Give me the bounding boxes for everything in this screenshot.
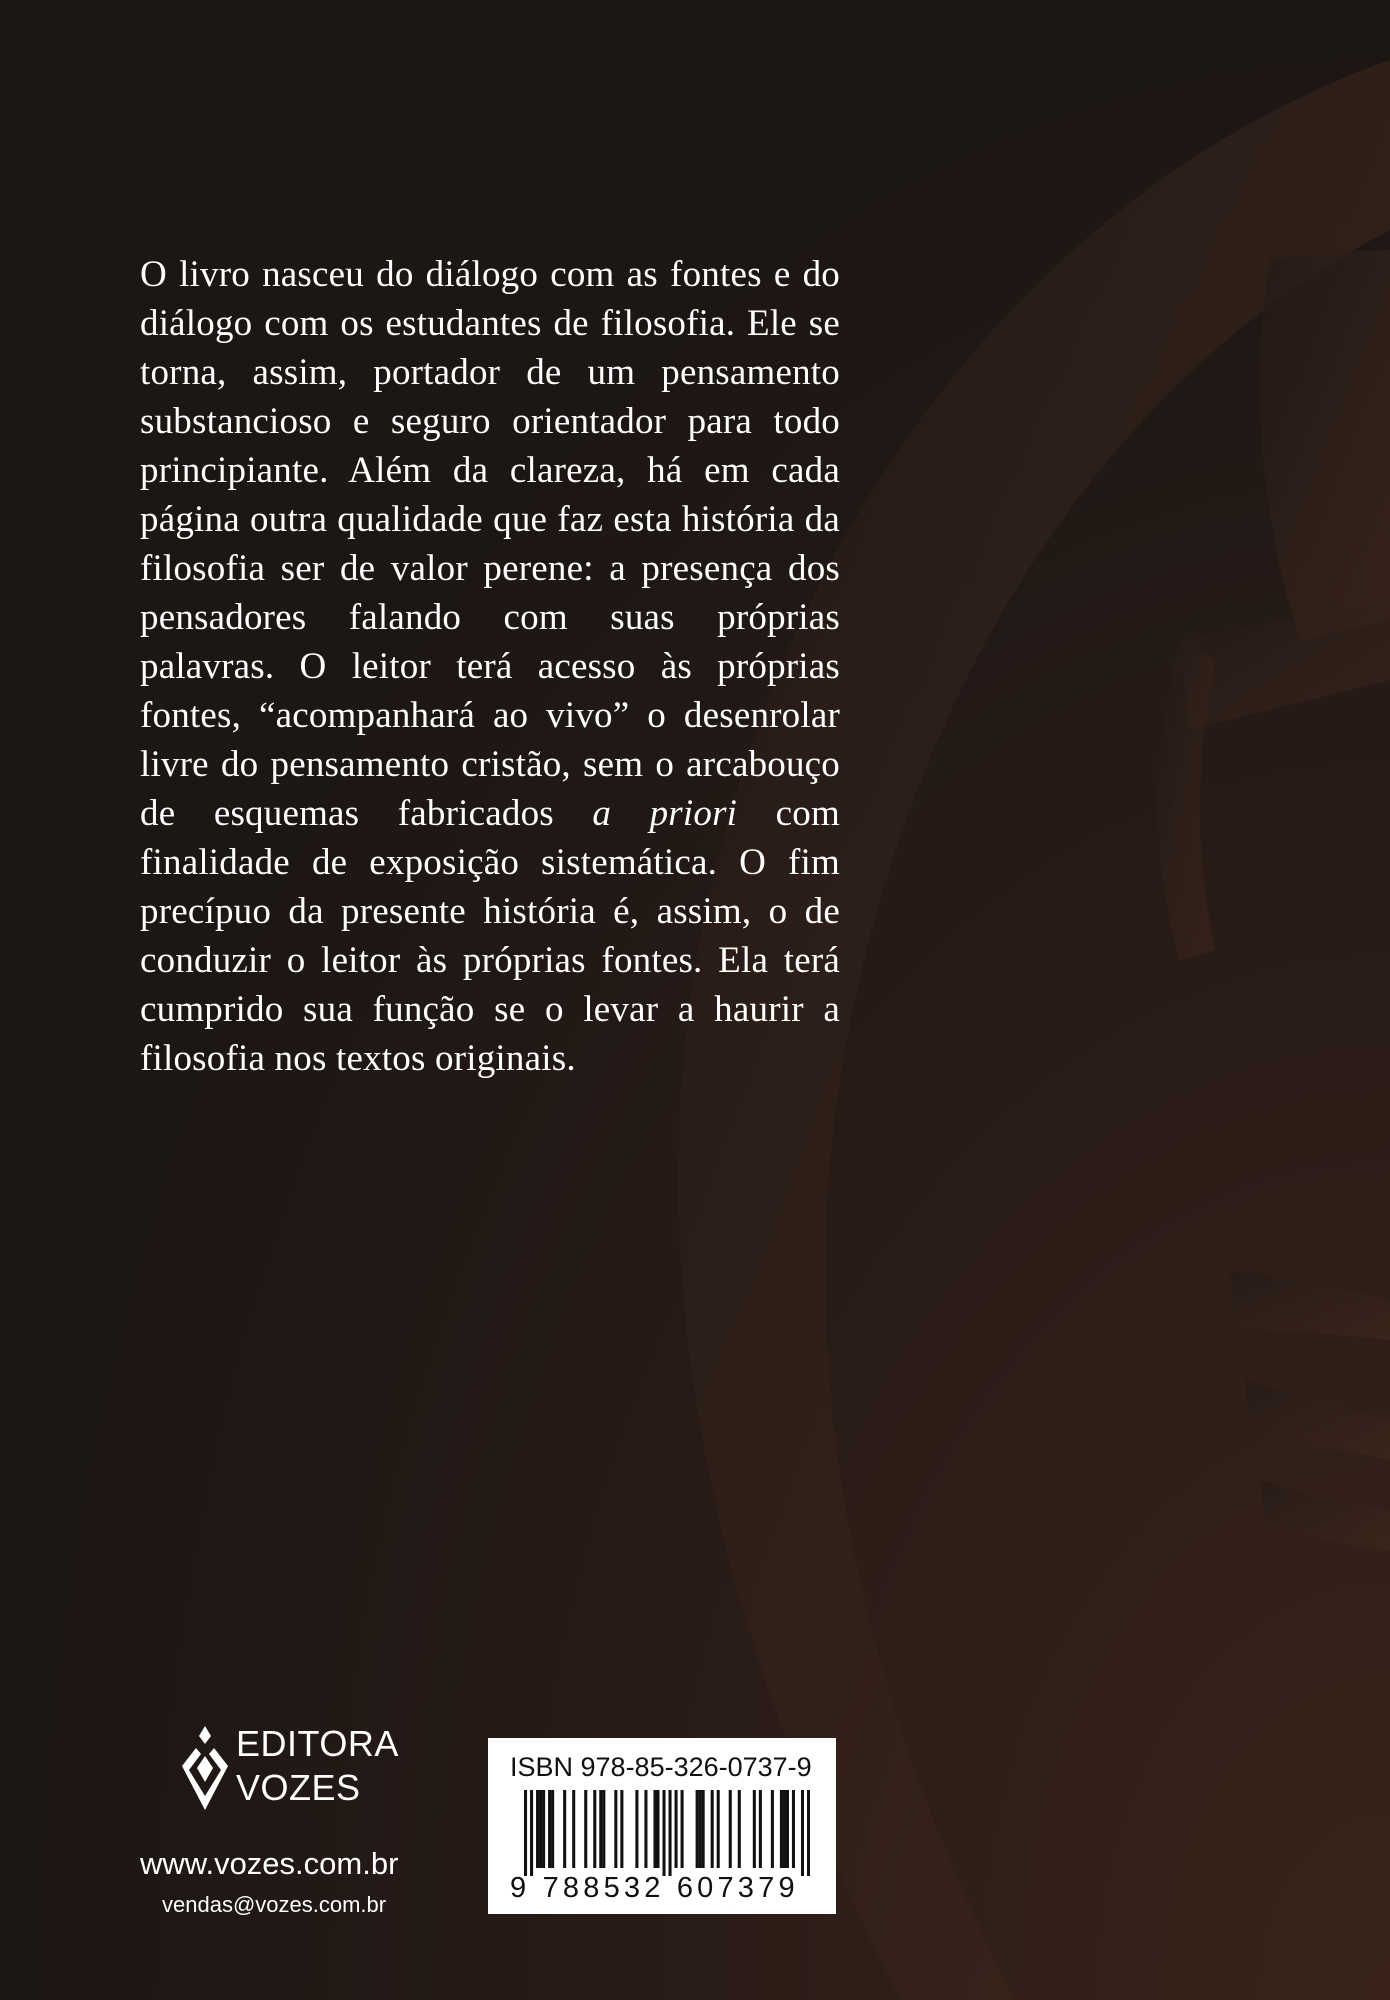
barcode-bar bbox=[711, 1790, 714, 1868]
barcode-bar bbox=[675, 1790, 678, 1868]
barcode-bar bbox=[702, 1790, 705, 1868]
barcode-bar bbox=[780, 1790, 783, 1868]
barcode-bar bbox=[662, 1790, 665, 1876]
barcode-bar bbox=[644, 1790, 647, 1868]
barcode-bar bbox=[771, 1790, 774, 1868]
barcode-bar bbox=[548, 1790, 551, 1868]
blurb-text-continued: com finalidade de exposição sistemática. O fim precípuo da presente história é, assim, o de conduzir o leitor às próprias fontes. Ela terá cumprido sua função se o levar a haurir a filosofia nos textos originais. bbox=[140, 793, 840, 1079]
barcode-bar bbox=[563, 1790, 566, 1868]
barcode-bar bbox=[753, 1790, 756, 1868]
barcode-bar bbox=[542, 1790, 545, 1868]
publisher-name-line1: EDITORA bbox=[236, 1723, 399, 1764]
publisher-name-line2: VOZES bbox=[236, 1767, 361, 1808]
blurb-text: O livro nasceu do diálogo com as fontes e do diálogo com os estudantes de filosofia. Ele se torna, assim, portador de um pensamento substancioso e seguro orientador para todo principiante. Além da clareza, há em cada página outra qualidade que faz esta história da filosofia ser de valor perene: a presença dos pensadores falando com suas próprias palavras. O leitor terá acesso às próprias fontes, “acompanhará ao vivo” o desenrolar livre do pensamento cristão, sem o arcabouço de esquemas fabricados bbox=[140, 254, 840, 834]
barcode-bar bbox=[786, 1790, 789, 1868]
barcode-bar bbox=[653, 1790, 656, 1868]
barcode-bar bbox=[681, 1790, 684, 1868]
barcode-bar bbox=[696, 1790, 699, 1868]
isbn-label: ISBN 978-85-326-0737-9 bbox=[510, 1752, 812, 1782]
barcode-bar bbox=[792, 1790, 795, 1868]
publisher-logo bbox=[178, 1722, 399, 1822]
barcode-bar bbox=[614, 1790, 617, 1868]
barcode-bar bbox=[602, 1790, 605, 1868]
barcode-bar bbox=[783, 1790, 786, 1868]
barcode-bar bbox=[669, 1790, 672, 1876]
barcode-bar bbox=[572, 1790, 575, 1868]
isbn-digits: 9 788532 607379 bbox=[510, 1872, 799, 1904]
barcode-bar bbox=[729, 1790, 732, 1868]
barcode-bar bbox=[536, 1790, 539, 1868]
isbn-barcode bbox=[488, 1738, 836, 1914]
vozes-logo-icon bbox=[178, 1726, 232, 1816]
barcode-bar bbox=[801, 1790, 804, 1876]
barcode-bar bbox=[635, 1790, 638, 1868]
barcode-bar bbox=[717, 1790, 720, 1868]
blurb-italic-term: a priori bbox=[592, 793, 738, 834]
barcode-bar bbox=[524, 1790, 527, 1876]
barcode-bar bbox=[656, 1790, 659, 1868]
barcode-bar bbox=[738, 1790, 741, 1868]
barcode-bar bbox=[530, 1790, 533, 1876]
barcode-bar bbox=[599, 1790, 602, 1868]
barcode-bar bbox=[584, 1790, 587, 1868]
publisher-website: www.vozes.com.br bbox=[140, 1846, 399, 1881]
barcode-bar bbox=[759, 1790, 762, 1868]
barcode-bar bbox=[699, 1790, 702, 1868]
barcode-bar bbox=[593, 1790, 596, 1868]
barcode-bars bbox=[524, 1790, 810, 1876]
barcode-bar bbox=[539, 1790, 542, 1868]
barcode-bar bbox=[620, 1790, 623, 1868]
publisher-name bbox=[236, 1722, 399, 1810]
publisher-email: vendas@vozes.com.br bbox=[162, 1892, 387, 1917]
back-cover-blurb bbox=[140, 250, 840, 1083]
barcode-bar bbox=[807, 1790, 810, 1876]
barcode-bar bbox=[551, 1790, 554, 1868]
